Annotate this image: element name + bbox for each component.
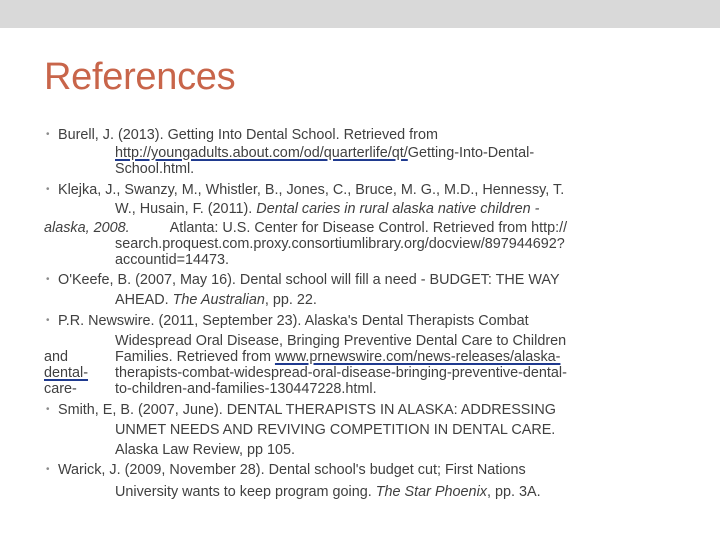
reference-2-line-2: W., Husain, F. (2011). Dental caries in rural alaska native children -: [115, 201, 540, 217]
slide-title: References: [44, 56, 236, 98]
reference-4-left-fragment-3: care-: [44, 381, 77, 397]
bullet: •: [46, 315, 50, 326]
reference-3-line-1: O'Keefe, B. (2007, May 16). Dental school will fill a need - BUDGET: THE WAY: [58, 272, 560, 288]
bullet: •: [46, 184, 50, 195]
bullet: •: [46, 404, 50, 415]
bullet: •: [46, 129, 50, 140]
reference-4-line-4: therapists-combat-widespread-oral-disease-bringing-preventive-dental-: [115, 365, 567, 381]
bullet: •: [46, 464, 50, 475]
reference-2-line-1: Klejka, J., Swanzy, M., Whistler, B., Jones, C., Bruce, M. G., M.D., Hennessy, T.: [58, 182, 565, 198]
reference-4-line-5: to-children-and-families-130447228.html.: [115, 381, 377, 397]
reference-5-line-3: Alaska Law Review, pp 105.: [115, 442, 295, 458]
reference-4-line-2: Widespread Oral Disease, Bringing Preventive Dental Care to Children: [115, 333, 567, 349]
reference-2-line-3: alaska, 2008. Atlanta: U.S. Center for Disease Control. Retrieved from http://: [44, 220, 568, 236]
reference-2-line-4: search.proquest.com.proxy.consortiumlibrary.org/docview/897944692?: [115, 236, 565, 252]
reference-4-line-3: Families. Retrieved from www.prnewswire.com/news-releases/alaska-: [115, 349, 561, 365]
reference-6-line-1: Warick, J. (2009, November 28). Dental school's budget cut; First Nations: [58, 462, 526, 478]
reference-2-line-5: accountid=14473.: [115, 252, 230, 268]
reference-6-line-2: University wants to keep program going. The Star Phoenix, pp. 3A.: [115, 484, 541, 500]
reference-4-left-fragment-1: and: [44, 349, 69, 365]
reference-5-line-1: Smith, E, B. (2007, June). DENTAL THERAPISTS IN ALASKA: ADDRESSING: [58, 402, 556, 418]
bullet: •: [46, 274, 50, 285]
reference-5-line-2: UNMET NEEDS AND REVIVING COMPETITION IN DENTAL CARE.: [115, 422, 556, 438]
reference-1-line-2: http://youngadults.about.com/od/quarterlife/qt/Getting-Into-Dental-: [115, 145, 535, 161]
reference-3-line-2: AHEAD. The Australian, pp. 22.: [115, 292, 317, 308]
reference-1-line-3: School.html.: [115, 161, 195, 177]
reference-4-left-fragment-2[interactable]: dental-: [44, 365, 89, 381]
top-bar: [0, 0, 720, 28]
reference-4-link[interactable]: www.prnewswire.com/news-releases/alaska-: [274, 349, 561, 365]
reference-1-line-1: Burell, J. (2013). Getting Into Dental School. Retrieved from: [58, 127, 438, 143]
reference-4-line-1: P.R. Newswire. (2011, September 23). Alaska's Dental Therapists Combat: [58, 313, 529, 329]
reference-1-link[interactable]: http://youngadults.about.com/od/quarterlife/qt/: [115, 145, 408, 161]
